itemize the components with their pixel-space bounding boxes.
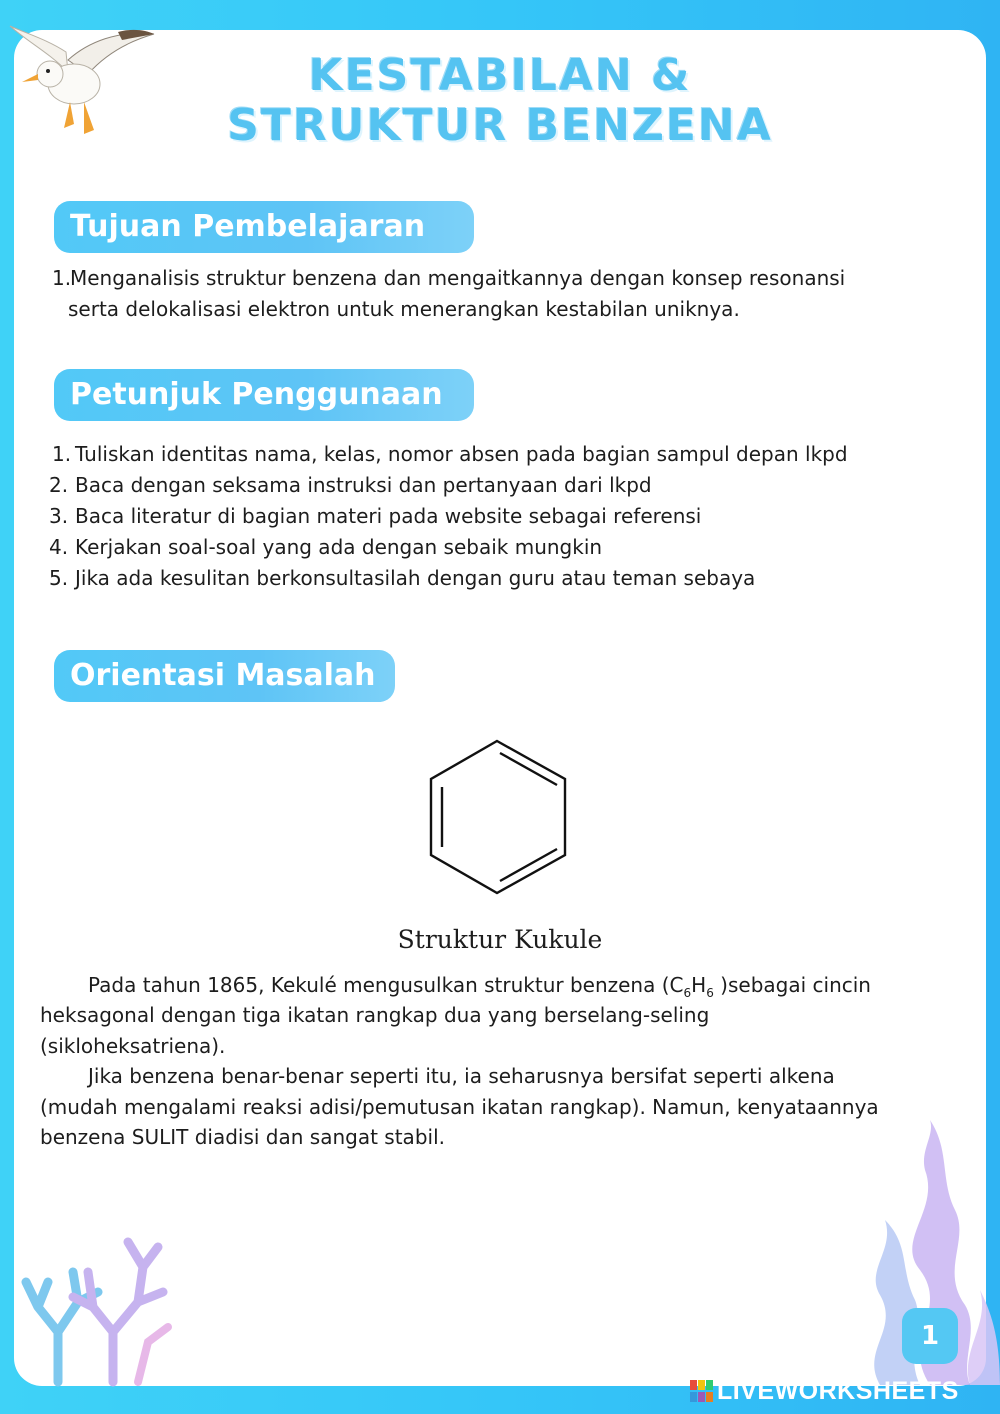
learning-goal-line1: Menganalisis struktur benzena dan mengaitkannya dengan konsep resonansi: [70, 266, 846, 290]
benzene-structure-diagram: [420, 735, 580, 899]
list-number: 1.: [52, 266, 72, 290]
section-heading-tujuan: Tujuan Pembelajaran: [54, 201, 474, 253]
page-number-badge: 1: [902, 1308, 958, 1364]
paragraph1-line3: (sikloheksatriena).: [40, 1034, 226, 1058]
list-item: Jika ada kesulitan berkonsultasilah dengan guru atau teman sebaya: [75, 566, 756, 590]
list-item: Baca literatur di bagian materi pada website sebagai referensi: [75, 504, 702, 528]
liveworksheets-logo-icon: [690, 1380, 714, 1402]
list-item: Baca dengan seksama instruksi dan pertanyaan dari lkpd: [75, 473, 652, 497]
list-item-number: 2.: [49, 473, 69, 497]
paragraph1-line2: heksagonal dengan tiga ikatan rangkap dua yang berselang-seling: [40, 1003, 710, 1027]
list-item-number: 5.: [49, 566, 69, 590]
figure-caption: Struktur Kukule: [397, 925, 603, 954]
learning-goal-line2: serta delokalisasi elektron untuk menerangkan kestabilan uniknya.: [68, 297, 740, 321]
hydrogen-symbol: H: [691, 973, 707, 997]
subscript-carbon: 6: [683, 986, 692, 1000]
section-heading-orientasi: Orientasi Masalah: [54, 650, 395, 702]
paragraph1-text: Pada tahun 1865, Kekulé mengusulkan struktur benzena (C: [88, 973, 684, 997]
section-heading-petunjuk: Petunjuk Penggunaan: [54, 369, 474, 421]
list-item-number: 4.: [49, 535, 69, 559]
paragraph2-line1: Jika benzena benar-benar seperti itu, ia seharusnya bersifat seperti alkena: [88, 1064, 835, 1088]
list-item: Kerjakan soal-soal yang ada dengan sebaik mungkin: [75, 535, 603, 559]
page-title-line1: KESTABILAN &: [308, 50, 692, 101]
page-title-line2: STRUKTUR BENZENA: [227, 100, 773, 151]
paragraph1-text-end: )sebagai cincin: [713, 973, 871, 997]
watermark-text: LIVEWORKSHEETS: [717, 1377, 959, 1405]
list-item-number: 1.: [52, 442, 72, 466]
paragraph2-line2: (mudah mengalami reaksi adisi/pemutusan ikatan rangkap). Namun, kenyataannya: [40, 1095, 879, 1119]
coral-icon: [18, 1212, 178, 1387]
list-item-number: 3.: [49, 504, 69, 528]
list-item: Tuliskan identitas nama, kelas, nomor absen pada bagian sampul depan lkpd: [75, 442, 848, 466]
liveworksheets-watermark: [690, 1376, 959, 1406]
paragraph2-line3: benzena SULIT diadisi dan sangat stabil.: [40, 1125, 445, 1149]
subscript-hydrogen: 6: [706, 986, 714, 1000]
